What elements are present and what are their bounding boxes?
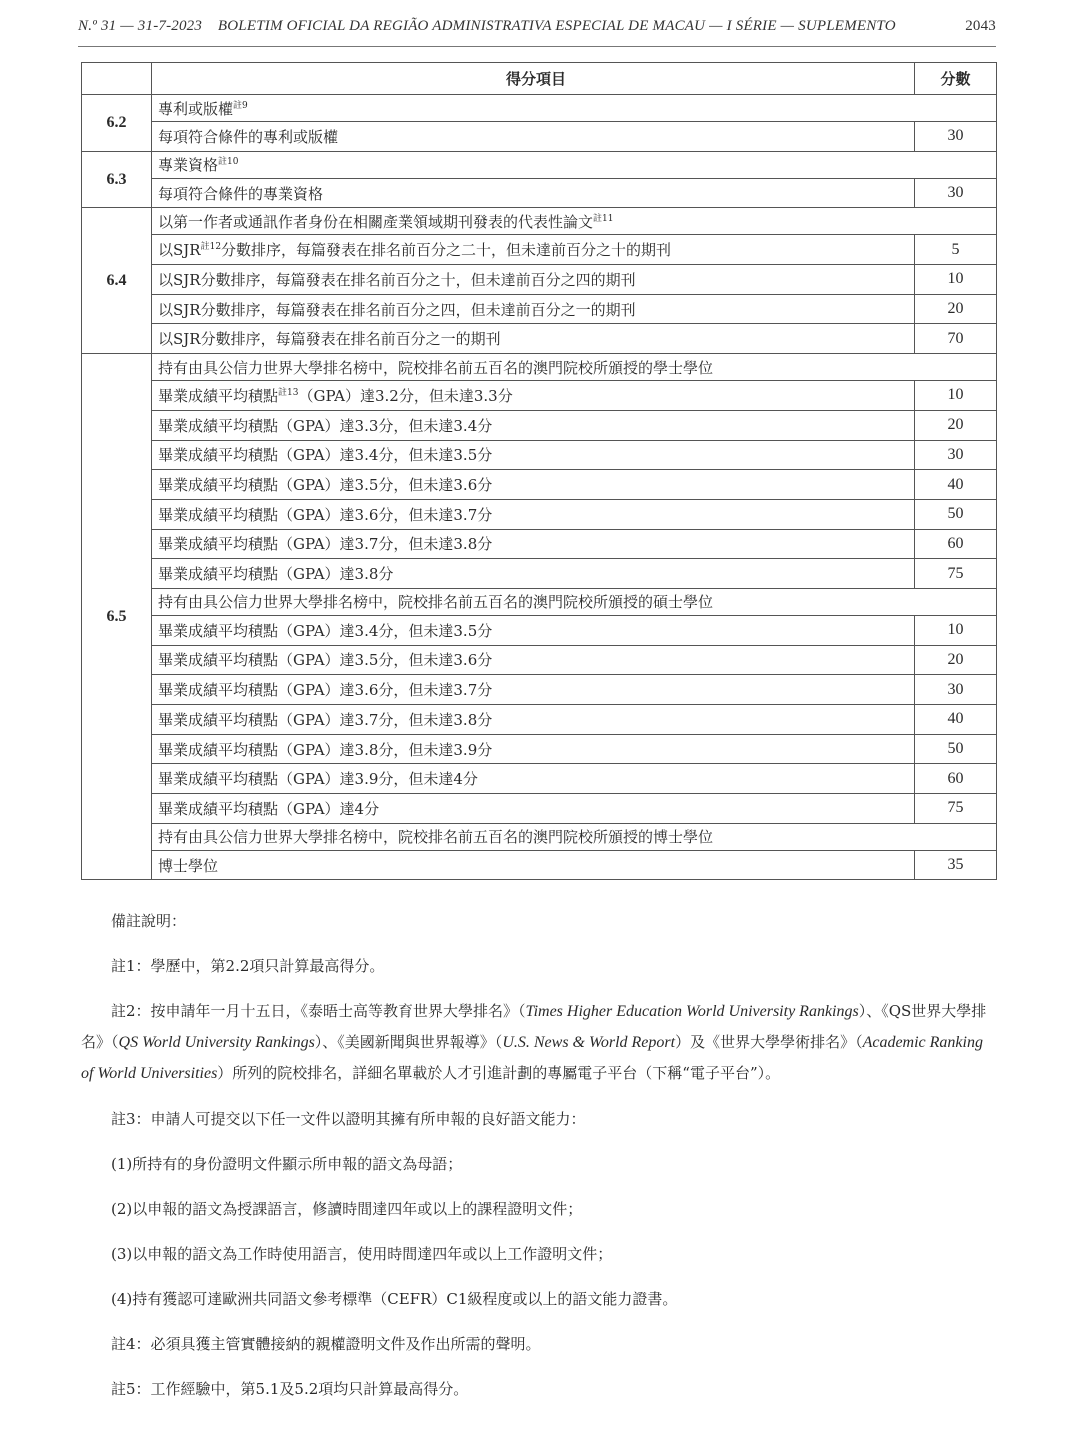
table-header-row [82,63,997,95]
table-row [82,95,997,122]
row-label: 以第一作者或通訊作者身份在相關產業領域期刊發表的代表性論文$^{註11}$ [152,208,997,235]
page-number: 2043 [965,18,996,34]
row-label: 畢業成績平均積點（GPA）達3.9分，但未達4分 [152,764,915,794]
table-row [82,381,997,411]
header-left [78,18,896,35]
note-3-item-2: (2)以申報的語文為授課語言，修讀時間達四年或以上的課程證明文件； [111,1200,583,1218]
table-row [82,794,997,824]
row-score: 10 [915,265,997,295]
table-row [82,823,997,850]
row-label: 畢業成績平均積點（GPA）達3.4分，但未達3.5分 [152,440,915,470]
row-label: 畢業成績平均積點（GPA）達3.6分，但未達3.7分 [152,499,915,529]
row-label: 畢業成績平均積點（GPA）達3.5分，但未達3.6分 [152,470,915,500]
row-score: 30 [915,122,997,152]
table-row [82,559,997,589]
ranking-arwu: Academic Ranking of World Universities [81,1034,983,1082]
note-5: 註5：工作經驗中，第5.1及5.2項均只計算最高得分。 [111,1380,469,1398]
footnote-ref: 註11 [593,213,614,224]
table-row [82,850,997,880]
table-row [82,615,997,645]
row-score: 5 [915,235,997,265]
row-score: 20 [915,410,997,440]
row-score: 75 [915,559,997,589]
row-label: 持有由具公信力世界大學排名榜中，院校排名前五百名的澳門院校所頒授的博士學位 [152,823,997,850]
table-row [82,151,997,178]
row-score: 10 [915,615,997,645]
row-score: 60 [915,764,997,794]
footnote-ref: 註10 [218,157,239,168]
table-row [82,529,997,559]
col-score-header: 分數 [915,63,997,95]
table-row [82,675,997,705]
header-rule [78,46,996,47]
row-label: 每項符合條件的專業資格 [152,178,915,208]
note-3: 註3：申請人可提交以下任一文件以證明其擁有所申報的良好語文能力： [111,1110,586,1128]
notes-title: 備註說明： [111,912,187,930]
row-score: 50 [915,499,997,529]
row-label: 畢業成績平均積點$^{註13}$（GPA）達3.2分，但未達3.3分 [152,381,915,411]
row-score: 60 [915,529,997,559]
table-row [82,265,997,295]
table-row [82,324,997,354]
table-row [82,499,997,529]
row-label: 畢業成績平均積點（GPA）達3.5分，但未達3.6分 [152,645,915,675]
row-label: 畢業成績平均積點（GPA）達3.4分，但未達3.5分 [152,615,915,645]
row-label: 每項符合條件的專利或版權 [152,122,915,152]
row-label: 博士學位 [152,850,915,880]
bulletin-title: BOLETIM OFICIAL DA REGIÃO ADMINISTRATIVA ESPECIAL DE MACAU — I SÉRIE — SUPLEMENTO [217,18,896,34]
header-spacer [82,63,152,95]
section-6-4: 6.4 [82,208,152,354]
section-6-5: 6.5 [82,354,152,880]
table-row [82,410,997,440]
table-row [82,208,997,235]
note-4: 註4：必須具獲主管實體接納的親權證明文件及作出所需的聲明。 [111,1335,541,1353]
row-label: 畢業成績平均積點（GPA）達4分 [152,794,915,824]
section-6-2: 6.2 [82,95,152,152]
row-label: 持有由具公信力世界大學排名榜中，院校排名前五百名的澳門院校所頒授的碩士學位 [152,588,997,615]
ranking-usnews: U.S. News & World Report [502,1034,676,1051]
table-row [82,705,997,735]
row-label: 專業資格$^{註10}$ [152,151,997,178]
table-row [82,588,997,615]
table-row [82,734,997,764]
row-label: 畢業成績平均積點（GPA）達3.8分 [152,559,915,589]
scoring-table [81,62,997,880]
row-label: 持有由具公信力世界大學排名榜中，院校排名前五百名的澳門院校所頒授的學士學位 [152,354,997,381]
row-score: 20 [915,645,997,675]
table-row [82,294,997,324]
section-6-3: 6.3 [82,151,152,208]
row-label: 畢業成績平均積點（GPA）達3.7分，但未達3.8分 [152,705,915,735]
note-1: 註1：學歷中，第2.2項只計算最高得分。 [111,957,385,975]
note-3-item-3: (3)以申報的語文為工作時使用語言，使用時間達四年或以上工作證明文件； [111,1245,613,1263]
table-row [82,235,997,265]
footnote-ref: 註12 [200,242,222,253]
row-label: 畢業成績平均積點（GPA）達3.6分，但未達3.7分 [152,675,915,705]
table-row [82,440,997,470]
table-row [82,122,997,152]
row-label: 以SJR分數排序，每篇發表在排名前百分之一的期刊 [152,324,915,354]
ranking-qs: QS World University Rankings [118,1034,315,1051]
table-row [82,764,997,794]
note-2: 註2：按申請年一月十五日，《泰晤士高等教育世界大學排名》（Times Higher Education World University Rankings）、《QS世界大學排名》（QS World University Rankings）、《美國新聞與世界報導》（U.S. News & World Report）及《世界大學學術排名》（Academic Ranking of World Universities）所列的院校排名，詳細名單載於人才引進計劃的專屬電子平台（下稱“電子平台”）。 [81,1002,987,1082]
row-score: 40 [915,470,997,500]
row-label: 畢業成績平均積點（GPA）達3.8分，但未達3.9分 [152,734,915,764]
row-score: 20 [915,294,997,324]
note-3-item-4: (4)持有獲認可達歐洲共同語文參考標準（CEFR）C1級程度或以上的語文能力證書。 [111,1290,678,1308]
row-score: 50 [915,734,997,764]
row-label: 以SJR分數排序，每篇發表在排名前百分之四，但未達前百分之一的期刊 [152,294,915,324]
row-score: 75 [915,794,997,824]
table-row [82,645,997,675]
note-3-item-1: (1)所持有的身份證明文件顯示所申報的語文為母語； [111,1155,463,1173]
table-row [82,354,997,381]
row-score: 40 [915,705,997,735]
ranking-the: Times Higher Education World University Rankings [525,1003,859,1020]
row-label: 畢業成績平均積點（GPA）達3.7分，但未達3.8分 [152,529,915,559]
row-score: 10 [915,381,997,411]
col-item-header: 得分項目 [152,63,915,95]
footnote-ref: 註13 [278,387,299,398]
row-score: 30 [915,440,997,470]
notes-section [81,906,996,1419]
row-score: 30 [915,178,997,208]
row-score: 30 [915,675,997,705]
row-label: 專利或版權$^{註9}$ [152,95,997,122]
page-header [78,14,996,42]
footnote-ref: 註9 [233,100,248,111]
row-label: 以SJR$^{註12}$分數排序，每篇發表在排名前百分之二十，但未達前百分之十的期刊 [152,235,915,265]
row-label: 畢業成績平均積點（GPA）達3.3分，但未達3.4分 [152,410,915,440]
row-label: 以SJR分數排序，每篇發表在排名前百分之十，但未達前百分之四的期刊 [152,265,915,295]
issue-number: N.º 31 — 31-7-2023 [78,18,203,34]
row-score: 35 [915,850,997,880]
table-row [82,178,997,208]
table-row [82,470,997,500]
row-score: 70 [915,324,997,354]
